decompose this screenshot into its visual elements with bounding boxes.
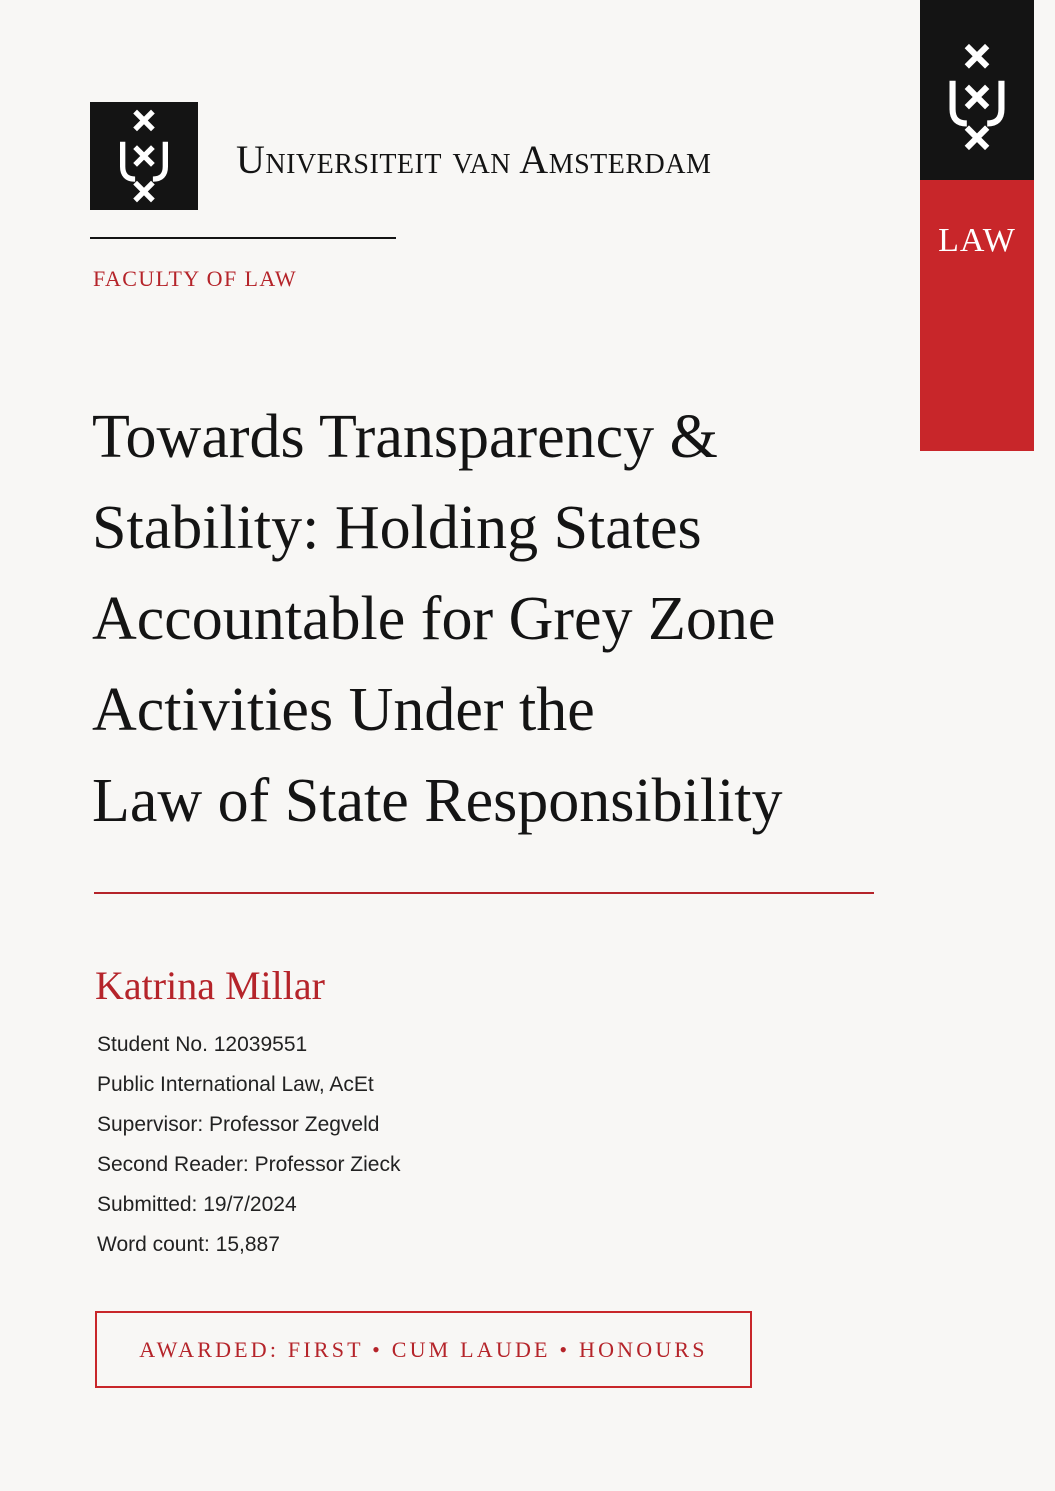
side-tab-label: LAW [938,222,1016,259]
thesis-title [92,392,892,847]
uva-crosses-icon [112,108,176,204]
detail-word-count: Word count: 15,887 [97,1233,280,1256]
author-name: Katrina Millar [95,963,325,1008]
award-text: AWARDED: FIRST • CUM LAUDE • HONOURS [139,1337,708,1362]
detail-student-number: Student No. 12039551 [97,1033,308,1056]
university-name: Universiteit van Amsterdam [236,137,712,182]
side-tab-logo-panel [920,0,1034,180]
title-line: Towards Transparency & [92,403,718,471]
title-line: Stability: Holding States [92,494,702,562]
university-logo [90,102,198,210]
detail-supervisor: Supervisor: Professor Zegveld [97,1113,380,1136]
uva-crosses-icon [944,42,1010,152]
award-box [95,1311,752,1388]
detail-second-reader: Second Reader: Professor Zieck [97,1153,401,1176]
author-details [97,1025,400,1265]
faculty-label: FACULTY OF LAW [93,266,298,291]
detail-submitted: Submitted: 19/7/2024 [97,1193,297,1216]
title-divider [94,892,874,894]
header-divider [90,237,396,239]
detail-program: Public International Law, AcEt [97,1073,374,1096]
side-tab [920,0,1034,451]
title-line: Accountable for Grey Zone [92,585,776,653]
title-line: Activities Under the [92,676,595,744]
side-tab-label-panel [920,180,1034,451]
title-line: Law of State Responsibility [92,767,783,835]
